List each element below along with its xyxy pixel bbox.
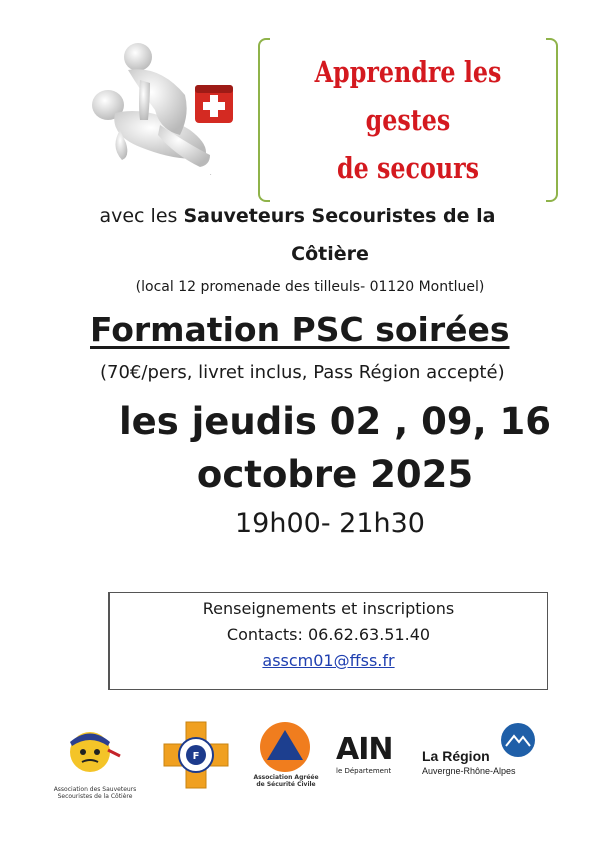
contact-email-link[interactable]: asscm01@ffss.fr bbox=[262, 651, 395, 670]
organization-name: Sauveteurs Secouristes de la bbox=[183, 205, 496, 227]
address: (local 12 promenade des tilleuls- 01120 Montluel) bbox=[135, 279, 485, 295]
title-line-1: Apprendre les bbox=[314, 55, 502, 89]
ain-departement-logo bbox=[336, 732, 408, 780]
region-logo bbox=[420, 722, 545, 782]
securite-civile-caption: Association Agréée de Sécurité Civile bbox=[253, 774, 319, 788]
dates-line-1: les jeudis 02 , 09, 16 bbox=[118, 400, 552, 443]
course-hours: 19h00- 21h30 bbox=[235, 508, 425, 539]
course-name: Formation PSC soirées bbox=[90, 310, 510, 349]
contact-box bbox=[108, 592, 548, 690]
main-title bbox=[296, 48, 519, 192]
region-name: La Région bbox=[422, 748, 490, 764]
price-info: (70€/pers, livret inclus, Pass Région accepté) bbox=[100, 362, 505, 383]
title-frame bbox=[258, 38, 558, 198]
contact-heading: Renseignements et inscriptions bbox=[202, 599, 455, 618]
dates-line-2: octobre 2025 bbox=[196, 453, 474, 496]
cpr-illustration-icon bbox=[60, 35, 250, 185]
ain-logo-caption: le Département bbox=[336, 767, 392, 775]
ffss-logo-icon bbox=[162, 720, 230, 790]
title-line-2: gestes bbox=[365, 103, 451, 137]
organization-prefix: avec les bbox=[99, 205, 184, 227]
contact-phone: Contacts: 06.62.63.51.40 bbox=[226, 625, 431, 644]
assc-caption: Association des Sauveteurs Secouristes de la Côtière bbox=[53, 786, 137, 800]
left-bracket bbox=[258, 38, 270, 202]
ain-logo-text: AIN bbox=[336, 732, 393, 767]
organization-name-2: Côtière bbox=[291, 243, 369, 265]
svg-text:F: F bbox=[192, 751, 200, 762]
title-line-3: de secours bbox=[336, 151, 480, 185]
organization-line bbox=[0, 205, 595, 227]
svg-text:.: . bbox=[210, 171, 212, 177]
region-subtitle: Auvergne-Rhône-Alpes bbox=[422, 766, 516, 776]
region-mountain-icon bbox=[500, 722, 536, 758]
right-bracket bbox=[546, 38, 558, 202]
